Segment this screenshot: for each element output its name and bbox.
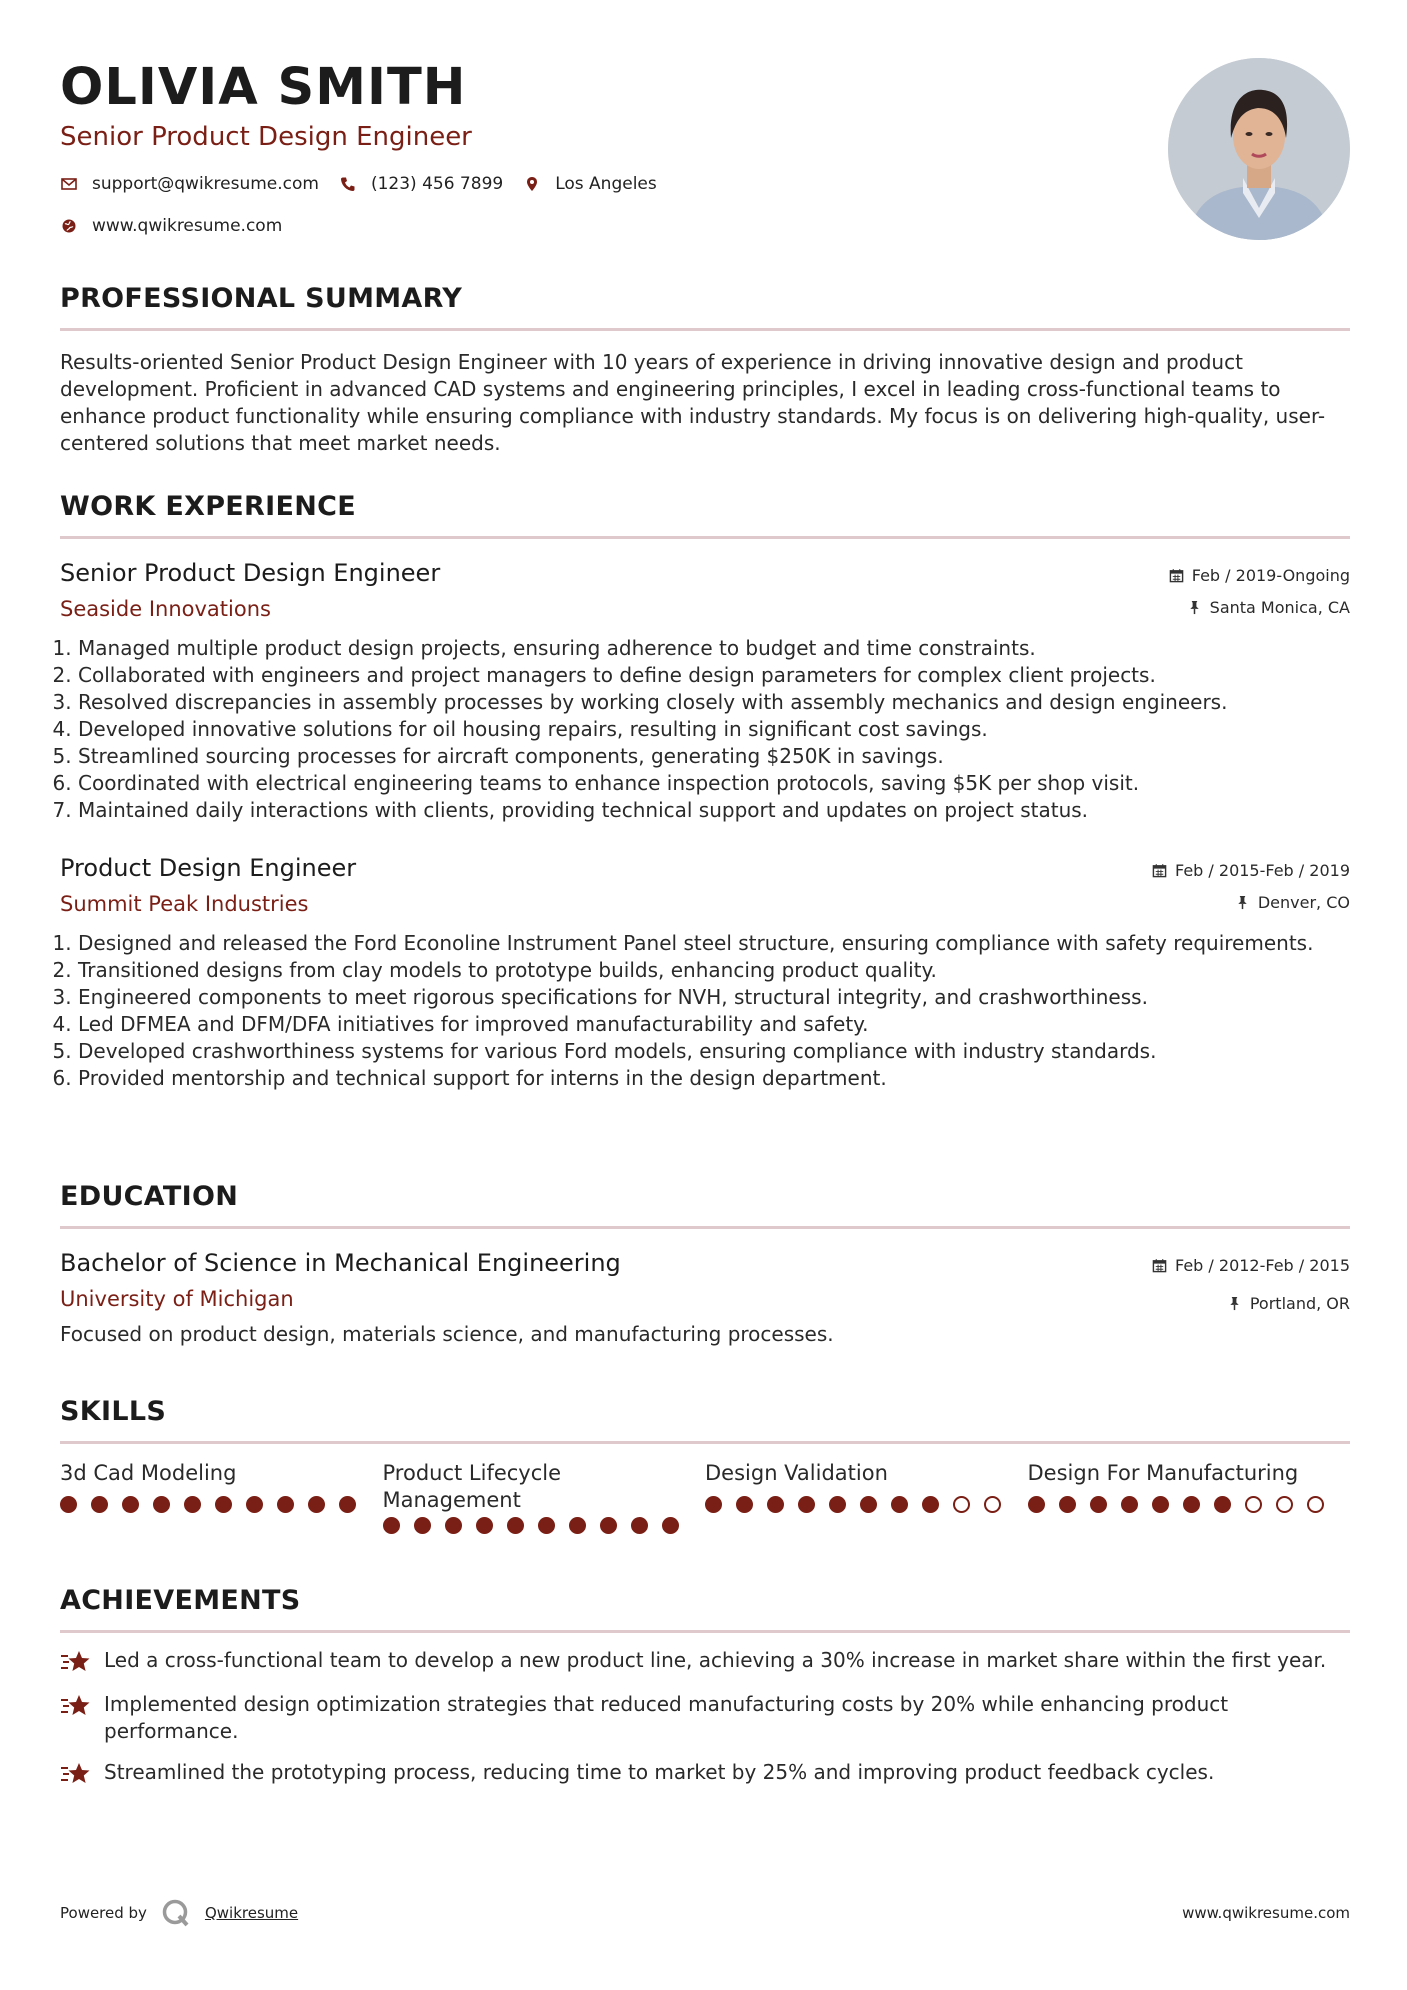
achievement-text: Implemented design optimization strategies that reduced manufacturing costs by 20% while enhancing product performance. [104, 1692, 1229, 1743]
list-item: 5. Developed crashworthiness systems for various Ford models, ensuring compliance with industry standards. [78, 1038, 1350, 1065]
rating-dot-filled [153, 1496, 170, 1513]
job-entry [60, 559, 1350, 824]
rating-dot-filled [922, 1496, 939, 1513]
footer [60, 1898, 1350, 1928]
skills-divider [60, 1441, 1350, 1444]
qwikresume-logo-icon [161, 1898, 191, 1928]
shooting-star-icon [60, 1691, 92, 1721]
job-dates [1152, 860, 1350, 880]
achievement-item [60, 1759, 1350, 1789]
skill-rating [60, 1493, 383, 1515]
job-entry [60, 854, 1350, 1092]
powered-by-label: Powered by [60, 1904, 147, 1922]
email-text: support@qwikresume.com [92, 174, 319, 194]
skill-name: 3d Cad Modeling [60, 1461, 237, 1485]
skill-item [705, 1460, 1028, 1536]
list-item: 4. Developed innovative solutions for oil housing repairs, resulting in significant cost savings. [78, 716, 1350, 743]
rating-dot-filled [91, 1496, 108, 1513]
list-item: 7. Maintained daily interactions with clients, providing technical support and updates on project status. [78, 797, 1350, 824]
contact-row-1 [60, 174, 1160, 194]
job-location-text: Denver, CO [1257, 892, 1350, 912]
list-item: 2. Transitioned designs from clay models to prototype builds, enhancing product quality. [78, 957, 1350, 984]
rating-dot-filled [829, 1496, 846, 1513]
job-title: Product Design Engineer [60, 854, 357, 882]
education-heading: EDUCATION [60, 1181, 239, 1212]
education-description: Focused on product design, materials science, and manufacturing processes. [60, 1322, 834, 1346]
candidate-name: OLIVIA SMITH [60, 58, 467, 117]
rating-dot-filled [476, 1517, 493, 1534]
job-location [1152, 892, 1350, 912]
rating-dot-filled [767, 1496, 784, 1513]
rating-dot-empty [1245, 1496, 1262, 1513]
education-meta [1152, 1255, 1350, 1313]
rating-dot-empty [1307, 1496, 1324, 1513]
rating-dot-filled [507, 1517, 524, 1534]
globe-icon [60, 217, 78, 235]
education-divider [60, 1226, 1350, 1229]
contact-location [523, 174, 657, 194]
rating-dot-filled [600, 1517, 617, 1534]
job-company: Summit Peak Industries [60, 892, 309, 916]
list-item: 5. Streamlined sourcing processes for aircraft components, generating $250K in savings. [78, 743, 1350, 770]
calendar-icon [1152, 1258, 1167, 1273]
rating-dot-filled [215, 1496, 232, 1513]
job-meta [1169, 565, 1350, 617]
school-name: University of Michigan [60, 1287, 294, 1311]
skill-name: Product Lifecycle Management [382, 1461, 562, 1512]
rating-dot-filled [1059, 1496, 1076, 1513]
contact-phone[interactable] [339, 174, 503, 194]
achievement-item [60, 1647, 1350, 1677]
summary-heading: PROFESSIONAL SUMMARY [60, 283, 463, 314]
job-dates-text: Feb / 2015-Feb / 2019 [1175, 860, 1350, 880]
rating-dot-filled [736, 1496, 753, 1513]
rating-dot-empty [984, 1496, 1001, 1513]
education-dates-text: Feb / 2012-Feb / 2015 [1175, 1255, 1350, 1275]
contact-row-2 [60, 216, 1160, 236]
rating-dot-filled [705, 1496, 722, 1513]
rating-dot-filled [246, 1496, 263, 1513]
skill-rating [705, 1493, 1028, 1515]
education-section [60, 1181, 1350, 1348]
experience-section [60, 491, 1350, 1092]
rating-dot-filled [1121, 1496, 1138, 1513]
rating-dot-empty [953, 1496, 970, 1513]
skill-item [383, 1460, 706, 1536]
pushpin-icon [1227, 1296, 1242, 1311]
calendar-icon [1169, 568, 1184, 583]
skill-item [60, 1460, 383, 1536]
skill-name: Design For Manufacturing [1027, 1461, 1299, 1485]
rating-dot-filled [1152, 1496, 1169, 1513]
rating-dot-filled [798, 1496, 815, 1513]
achievement-text: Streamlined the prototyping process, reducing time to market by 25% and improving product feedback cycles. [104, 1760, 1215, 1784]
summary-divider [60, 328, 1350, 331]
list-item: 6. Coordinated with electrical engineering teams to enhance inspection protocols, saving $5K per shop visit. [78, 770, 1350, 797]
skill-name: Design Validation [705, 1461, 888, 1485]
rating-dot-filled [60, 1496, 77, 1513]
contact-website[interactable] [60, 216, 282, 236]
rating-dot-filled [122, 1496, 139, 1513]
experience-divider [60, 536, 1350, 539]
job-location [1169, 597, 1350, 617]
list-item: 6. Provided mentorship and technical support for interns in the design department. [78, 1065, 1350, 1092]
job-bullets [60, 930, 1350, 1092]
list-item: 3. Resolved discrepancies in assembly processes by working closely with assembly mechanics and design engineers. [78, 689, 1350, 716]
achievement-item [60, 1691, 1350, 1745]
achievements-divider [60, 1630, 1350, 1633]
rating-dot-filled [383, 1517, 400, 1534]
achievements-heading: ACHIEVEMENTS [60, 1585, 301, 1616]
rating-dot-filled [891, 1496, 908, 1513]
rating-dot-filled [1090, 1496, 1107, 1513]
job-company: Seaside Innovations [60, 597, 271, 621]
education-entry [60, 1249, 1350, 1348]
rating-dot-filled [445, 1517, 462, 1534]
rating-dot-filled [184, 1496, 201, 1513]
rating-dot-filled [414, 1517, 431, 1534]
rating-dot-empty [1276, 1496, 1293, 1513]
rating-dot-filled [308, 1496, 325, 1513]
rating-dot-filled [860, 1496, 877, 1513]
list-item: 1. Managed multiple product design projects, ensuring adherence to budget and time constraints. [78, 635, 1350, 662]
summary-section [60, 283, 1350, 457]
job-dates-text: Feb / 2019-Ongoing [1191, 565, 1350, 585]
job-meta [1152, 860, 1350, 912]
education-location [1152, 1293, 1350, 1313]
qwikresume-link[interactable]: Qwikresume [204, 1904, 299, 1922]
achievement-text: Led a cross-functional team to develop a new product line, achieving a 30% increase in market share within the first year. [104, 1648, 1327, 1672]
job-bullets [60, 635, 1350, 824]
degree-title: Bachelor of Science in Mechanical Engineering [60, 1249, 621, 1277]
rating-dot-filled [662, 1517, 679, 1534]
skills-section [60, 1396, 1350, 1536]
contact-email[interactable] [60, 174, 319, 194]
summary-text: Results-oriented Senior Product Design Engineer with 10 years of experience in driving innovative design and product development. Proficient in advanced CAD systems and engineering principles, I excel in leading cross-functional teams to enhance product functionality while ensuring compliance with industry standards. My focus is on delivering high-quality, user-centered solutions that meet market needs. [60, 350, 1326, 455]
map-pin-icon [523, 175, 541, 193]
phone-text: (123) 456 7899 [370, 174, 504, 194]
skills-grid [60, 1460, 1350, 1536]
candidate-title: Senior Product Design Engineer [60, 122, 472, 152]
skill-rating [383, 1514, 706, 1536]
list-item: 4. Led DFMEA and DFM/DFA initiatives for improved manufacturability and safety. [78, 1011, 1350, 1038]
calendar-icon [1152, 863, 1167, 878]
rating-dot-filled [1214, 1496, 1231, 1513]
phone-icon [339, 175, 357, 193]
pushpin-icon [1187, 600, 1202, 615]
envelope-icon [60, 175, 78, 193]
education-location-text: Portland, OR [1249, 1293, 1350, 1313]
rating-dot-filled [538, 1517, 555, 1534]
rating-dot-filled [277, 1496, 294, 1513]
shooting-star-icon [60, 1647, 92, 1677]
skill-item [1028, 1460, 1351, 1536]
list-item: 3. Engineered components to meet rigorous specifications for NVH, structural integrity, and crashworthiness. [78, 984, 1350, 1011]
list-item: 2. Collaborated with engineers and project managers to define design parameters for complex client projects. [78, 662, 1350, 689]
job-dates [1169, 565, 1350, 585]
website-text: www.qwikresume.com [92, 216, 283, 236]
list-item: 1. Designed and released the Ford Econoline Instrument Panel steel structure, ensuring compliance with safety requirements. [78, 930, 1350, 957]
rating-dot-filled [631, 1517, 648, 1534]
profile-photo [1168, 58, 1350, 240]
achievements-section [60, 1585, 1350, 1789]
location-text: Los Angeles [555, 174, 657, 194]
job-location-text: Santa Monica, CA [1209, 597, 1350, 617]
job-title: Senior Product Design Engineer [60, 559, 441, 587]
rating-dot-filled [339, 1496, 356, 1513]
header [60, 58, 1160, 236]
rating-dot-filled [569, 1517, 586, 1534]
education-dates [1152, 1255, 1350, 1275]
skill-rating [1028, 1493, 1351, 1515]
experience-heading: WORK EXPERIENCE [60, 491, 356, 522]
pushpin-icon [1235, 895, 1250, 910]
footer-website[interactable]: www.qwikresume.com [1182, 1904, 1350, 1922]
rating-dot-filled [1028, 1496, 1045, 1513]
shooting-star-icon [60, 1759, 92, 1789]
skills-heading: SKILLS [60, 1396, 167, 1427]
rating-dot-filled [1183, 1496, 1200, 1513]
